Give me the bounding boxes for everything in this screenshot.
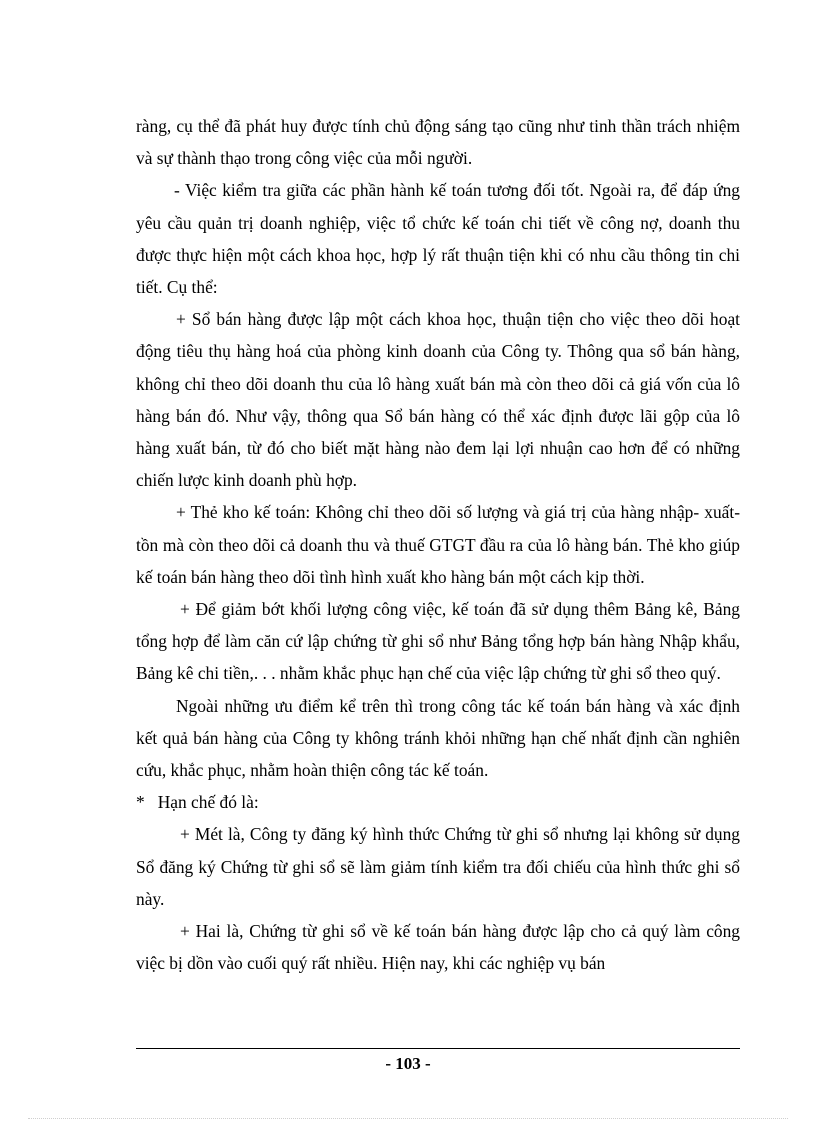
paragraph-stock-card: + Thẻ kho kế toán: Không chỉ theo dõi số lượng và giá trị của hàng nhập- xuất- tồn mà còn theo dõi cả doanh thu và thuế GTGT đầu ra của lô hàng bán. Thẻ kho giúp kế toán bán hàng theo dõi tình hình xuất kho hàng bán một cách kịp thời. xyxy=(136,502,740,587)
paragraph-limitations-intro: Ngoài những ưu điểm kể trên thì trong công tác kế toán bán hàng và xác định kết quả bán hàng của Công ty không tránh khỏi những hạn chế nhất định cần nghiên cứu, khắc phục, nhằm hoàn thiện công tác kế toán. xyxy=(136,695,740,781)
paragraph-limitation-one: + Mét là, Công ty đăng ký hình thức Chứng từ ghi sổ nhưng lại không sử dụng Sổ đăng ký Chứng từ ghi sổ sẽ làm giảm tính kiểm tra đối chiếu của hình thức ghi sổ này. xyxy=(136,824,740,909)
paragraph-continuation: ràng, cụ thể đã phát huy được tính chủ động sáng tạo cũng như tinh thần trách nhiệm và sự thành thạo trong công việc của mỗi người. xyxy=(136,116,740,169)
paragraph-sales-ledger: + Sổ bán hàng được lập một cách khoa học, thuận tiện cho việc theo dõi hoạt động tiêu thụ hàng hoá của phòng kinh doanh của Công ty. Thông qua sổ bán hàng, không chỉ theo dõi doanh thu của lô hàng xuất bán mà còn theo dõi cả giá vốn của lô hàng bán đó. Như vậy, thông qua Sổ bán hàng có thể xác định được lãi gộp của lô hàng xuất bán, từ đó cho biết mặt hàng nào đem lại lợi nhuận cao hơn để có những chiến lược kinh doanh phù hợp. xyxy=(136,309,740,491)
paragraph-limitations-heading: * Hạn chế đó là: xyxy=(136,792,259,813)
paragraph-inspection: - Việc kiểm tra giữa các phần hành kế toán tương đối tốt. Ngoài ra, để đáp ứng yêu cầu quản trị doanh nghiệp, việc tổ chức kế toán chi tiết về công nợ, doanh thu được thực hiện một cách khoa học, hợp lý rất thuận tiện khi có nhu cầu thông tin chi tiết. Cụ thể: xyxy=(136,180,740,298)
footer-divider xyxy=(136,1048,740,1049)
body-text xyxy=(136,110,740,979)
page-bottom-border xyxy=(28,1118,788,1119)
paragraph-reduce-workload: + Để giảm bớt khối lượng công việc, kế toán đã sử dụng thêm Bảng kê, Bảng tổng hợp để làm căn cứ lập chứng từ ghi sổ như Bảng tổng hợp bán hàng Nhập khẩu, Bảng kê chi tiền,. . . nhằm khắc phục hạn chế của việc lập chứng từ ghi sổ theo quý. xyxy=(136,599,740,684)
page-number: - 103 - xyxy=(385,1054,431,1073)
paragraph-limitation-two: + Hai là, Chứng từ ghi sổ về kế toán bán hàng được lập cho cả quý làm công việc bị dồn vào cuối quý rất nhiều. Hiện nay, khi các nghiệp vụ bán xyxy=(136,921,740,974)
